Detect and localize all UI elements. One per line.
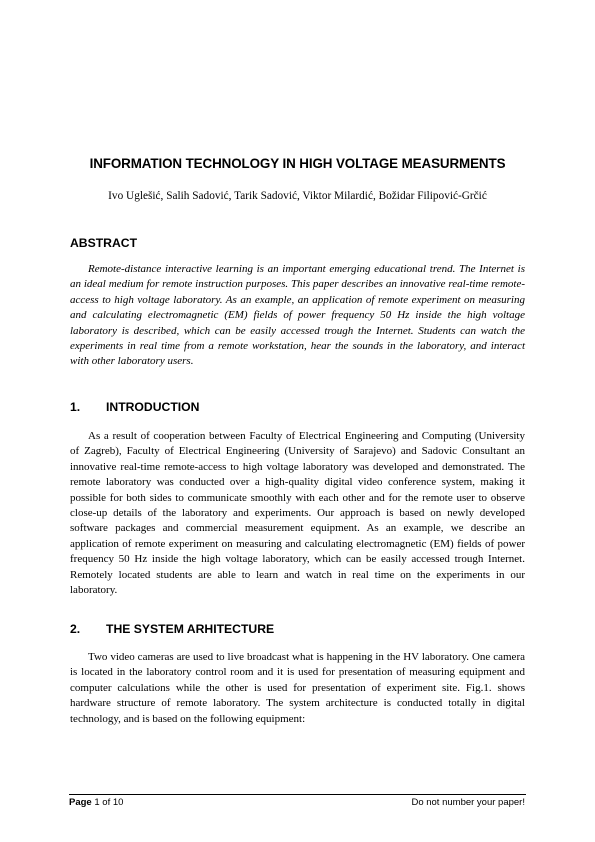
section-title: THE SYSTEM ARHITECTURE — [106, 622, 275, 636]
section-number: 2. — [70, 622, 81, 636]
section-heading-introduction — [70, 400, 199, 414]
page-number: 1 — [94, 797, 100, 808]
paper-title: INFORMATION TECHNOLOGY IN HIGH VOLTAGE MEASURMENTS — [89, 156, 506, 171]
page-counter — [69, 797, 123, 808]
section-heading-architecture — [70, 622, 274, 636]
architecture-text: Two video cameras are used to live broadcast what is happening in the HV laboratory. One camera is located in the laboratory control room and it is used for presentation of measuring equipment and computer calculations while the other is used for presentation of experiment site. Fig.1. shows hardware structure of remote laboratory. The system architecture is conducted totally in digital technology, and is based on the following equipment: — [70, 651, 525, 725]
footer-note: Do not number your paper! — [411, 797, 525, 808]
introduction-text: As a result of cooperation between Faculty of Electrical Engineering and Computing (University of Zagreb), Faculty of Electrical Engineering (University of Sarajevo) and Sadovic Consultant an innovative real-time remote-access to high voltage laboratory was developed and demonstrated. The remote laboratory was conducted over a high-quality digital video conference system, making it possible for both sides to communicate smoothly with each other and for the remote user to observe close-up details of the laboratory and experiments. Our approach is based on newly developed software packages and commercial measurement equipment. As an example, we describe an application of remote experiment on measuring and calculating electromagnetic (EM) fields of power frequency 50 Hz inside the high voltage laboratory, which can be easily accessed trough Internet. Remotely located students are able to learn and watch in real time on the experiments in our laboratory. — [70, 430, 525, 597]
abstract-heading: ABSTRACT — [70, 236, 138, 250]
page-label: Page — [69, 797, 92, 808]
footer-divider — [69, 794, 526, 795]
page-total: of 10 — [102, 797, 124, 808]
author-list: Ivo Uglešić, Salih Sadović, Tarik Sadović, Viktor Milardić, Božidar Filipović-Grčić — [108, 190, 487, 202]
abstract-text: Remote-distance interactive learning is an important emerging educational trend. The Internet is an ideal medium for remote instruction purposes. This paper describes an innovative real-time remote-access to high voltage laboratory. As an example, an application of remote experiment on measuring and calculating electromagnetic (EM) fields of power frequency 50 Hz inside the high voltage laboratory is described, which can be easily accessed trough the Internet. Students can watch the experiments in real time from a remote workstation, hear the sounds in the laboratory, and interact with other laboratory users. — [70, 263, 525, 368]
section-number: 1. — [70, 400, 81, 414]
section-title: INTRODUCTION — [106, 400, 200, 414]
